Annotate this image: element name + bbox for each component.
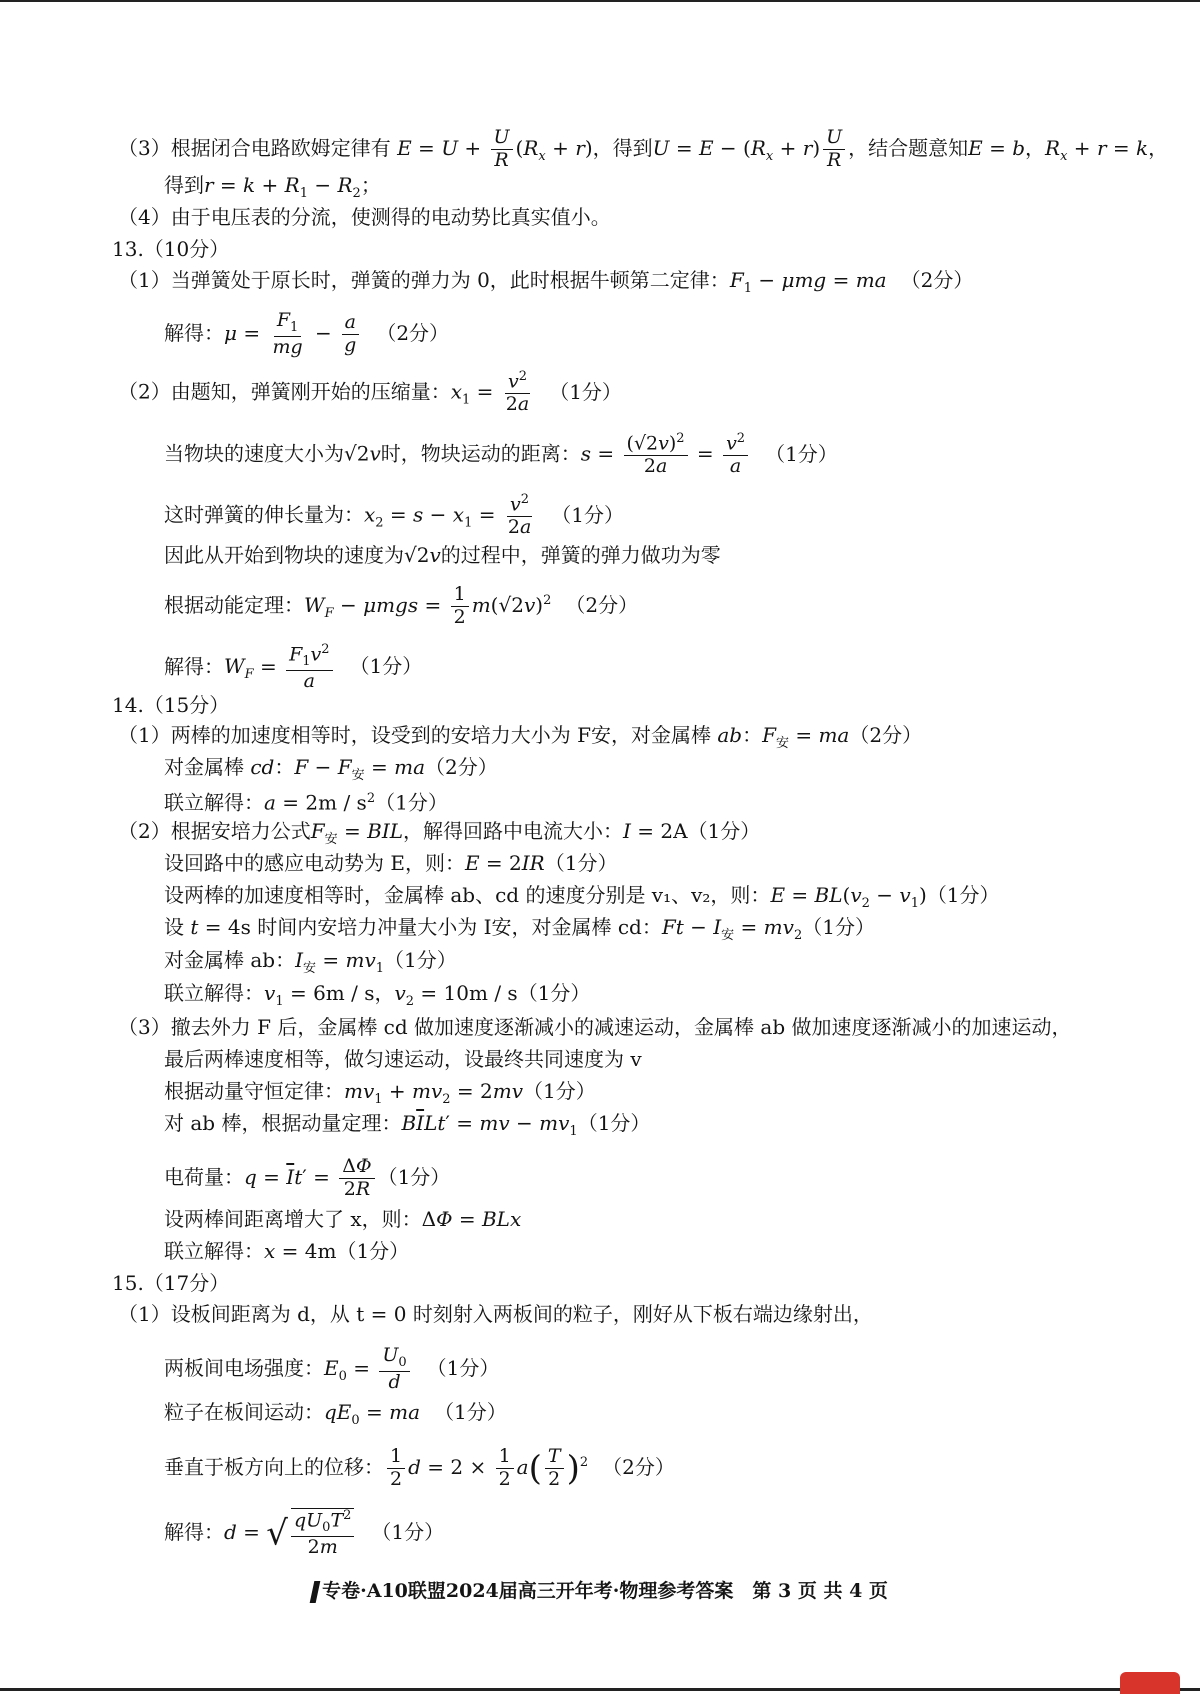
- brand-logo-icon: [310, 1581, 321, 1603]
- q13-part1: （1）当弹簧处于原长时，弹簧的弹力为 0，此时根据牛顿第二定律：$F_1 - \mu mg$ = ma （2分）: [118, 268, 974, 296]
- footer-brand: 专卷: [322, 1580, 361, 1602]
- q14-part2-line1: （2）根据安培力公式$F_安$ = BIL，解得回路中电流大小：I = 2A（1分）: [118, 819, 761, 847]
- q15-part1-line4: 垂直于板方向上的位移： $\frac{1}{2}$ d = 2 × $\frac{1}{2}$ a( $\frac{T}{2}$ )$^2$ （2分）: [164, 1445, 675, 1490]
- q14-part2-line6: 联立解得：$v_1 = 6m / s$，$v_2 = 10m / s(1$分）: [164, 981, 591, 1009]
- q15-title: 15.（17分）: [112, 1271, 230, 1295]
- q13-part2-line4: 因此从开始到物块的速度为√2v的过程中，弹簧的弹力做功为零: [164, 543, 721, 567]
- q13-part1-solution: 解得：μ = $\frac{F_1}{mg}$ − $\frac{a}{g}$ （2分）: [164, 309, 450, 358]
- q14-part2-line5: 对金属棒 ab：$I_安 = mv_1(1$分）: [164, 948, 457, 976]
- q14-part2-line3: 设两棒的加速度相等时，金属棒 ab、cd 的速度分别是 v₁、v₂，则：$E = BL(v_2 - v_1)(1$分）: [164, 883, 1000, 911]
- bottom-rule: [0, 1688, 1200, 1691]
- q12-part4: （4）由于电压表的分流，使测得的电动势比真实值小。: [118, 205, 611, 229]
- q13-part2-line5: 根据动能定理：$W_F - \mu mgs$ = $\frac{1}{2}$ $m(√2v)^2$ （2分）: [164, 583, 639, 628]
- footer-text: ·A10联盟2024届高三开年考·物理参考答案 第 3 页 共 4 页: [360, 1580, 888, 1602]
- q12-part3-line2: 得到$r = k + R_1 - R_2$；: [164, 173, 381, 201]
- q15-part1-solution: 解得：d = √ $\frac{qU_0T^2}{2m}$ （1分）: [164, 1508, 445, 1559]
- q13-part2-solution: 解得：$W_F$ = $\frac{F_1v^2}{a}$ （1分）: [164, 642, 423, 693]
- q15-part1-line1: （1）设板间距离为 d，从 t = 0 时刻射入两板间的粒子，刚好从下板右端边缘射出，: [118, 1302, 873, 1326]
- red-stamp-icon: [1120, 1672, 1180, 1694]
- q14-part2-line2: 设回路中的感应电动势为 E，则：E = 2IR（1分）: [164, 851, 618, 875]
- q14-part3-line2: 最后两棒速度相等，做匀速运动，设最终共同速度为 v: [164, 1047, 642, 1071]
- q14-part3-line1: （3）撤去外力 F 后，金属棒 cd 做加速度逐渐减小的减速运动，金属棒 ab 做加速度逐渐减小的加速运动，: [118, 1015, 1072, 1039]
- q13-title: 13.（10分）: [112, 237, 230, 261]
- q13-part2-line3: 这时弹簧的伸长量为：$x_2 = s - x_1$ = $\frac{v^2}{2a}$ （1分）: [164, 492, 624, 539]
- q14-part3-line3: 根据动量守恒定律：$mv_1 + mv_2 = 2mv(1$分）: [164, 1079, 596, 1107]
- q12-part3-line1: （3）根据闭合电路欧姆定律有 E = U + $\frac{U}{R}$ $(R_x + r)$，得到$U = E - (R_x + r)$ $\frac{U}{R}$ ，结合题意知E = b，$R_x + r = k$，: [118, 126, 1169, 171]
- q14-title: 14.（15分）: [112, 693, 230, 717]
- q14-part3-line4: 对 ab 棒，根据动量定理：$B\overline{I}Lt'$ = mv − $mv_1(1$分）: [164, 1111, 651, 1139]
- q14-part3-line6: 设两棒间距离增大了 x，则：ΔΦ = BLx: [164, 1207, 522, 1231]
- q14-part3-line7: 联立解得：x = 4m（1分）: [164, 1239, 410, 1263]
- q14-part1-line3: 联立解得：$a = 2m / s^2(1$分）: [164, 790, 448, 815]
- q14-part3-line5: 电荷量：$q = \overline{I}t'$ = $\frac{\Delta\Phi}{2R}$ （1分）: [164, 1155, 451, 1200]
- q14-part1-line1: （1）两棒的加速度相等时，设受到的安培力大小为 F安，对金属棒 ab：$F_安 = ma(2$分）: [118, 723, 923, 751]
- q14-part1-line2: 对金属棒 cd：$F - F_安 = ma(2$分）: [164, 755, 498, 783]
- top-rule: [0, 0, 1200, 2]
- q15-part1-line2: 两板间电场强度：$E_0$ = $\frac{U_0}{d}$ （1分）: [164, 1344, 500, 1393]
- page-footer: [0, 1576, 1200, 1603]
- q15-part1-line3: 粒子在板间运动：$qE_0$ = ma （1分）: [164, 1400, 507, 1428]
- q13-part2-line1: （2）由题知，弹簧刚开始的压缩量：$x_1$ = $\frac{v^2}{2a}$ （1分）: [118, 369, 622, 416]
- q14-part2-line4: 设 t = 4s 时间内安培力冲量大小为 I安，对金属棒 cd：$Ft - I_安 = mv_2(1$分）: [164, 915, 875, 943]
- q13-part2-line2: 当物块的速度大小为√2v时，物块运动的距离：s = $\frac{(√2v)^2}{2a}$ = $\frac{v^2}{a}$ （1分）: [164, 431, 838, 478]
